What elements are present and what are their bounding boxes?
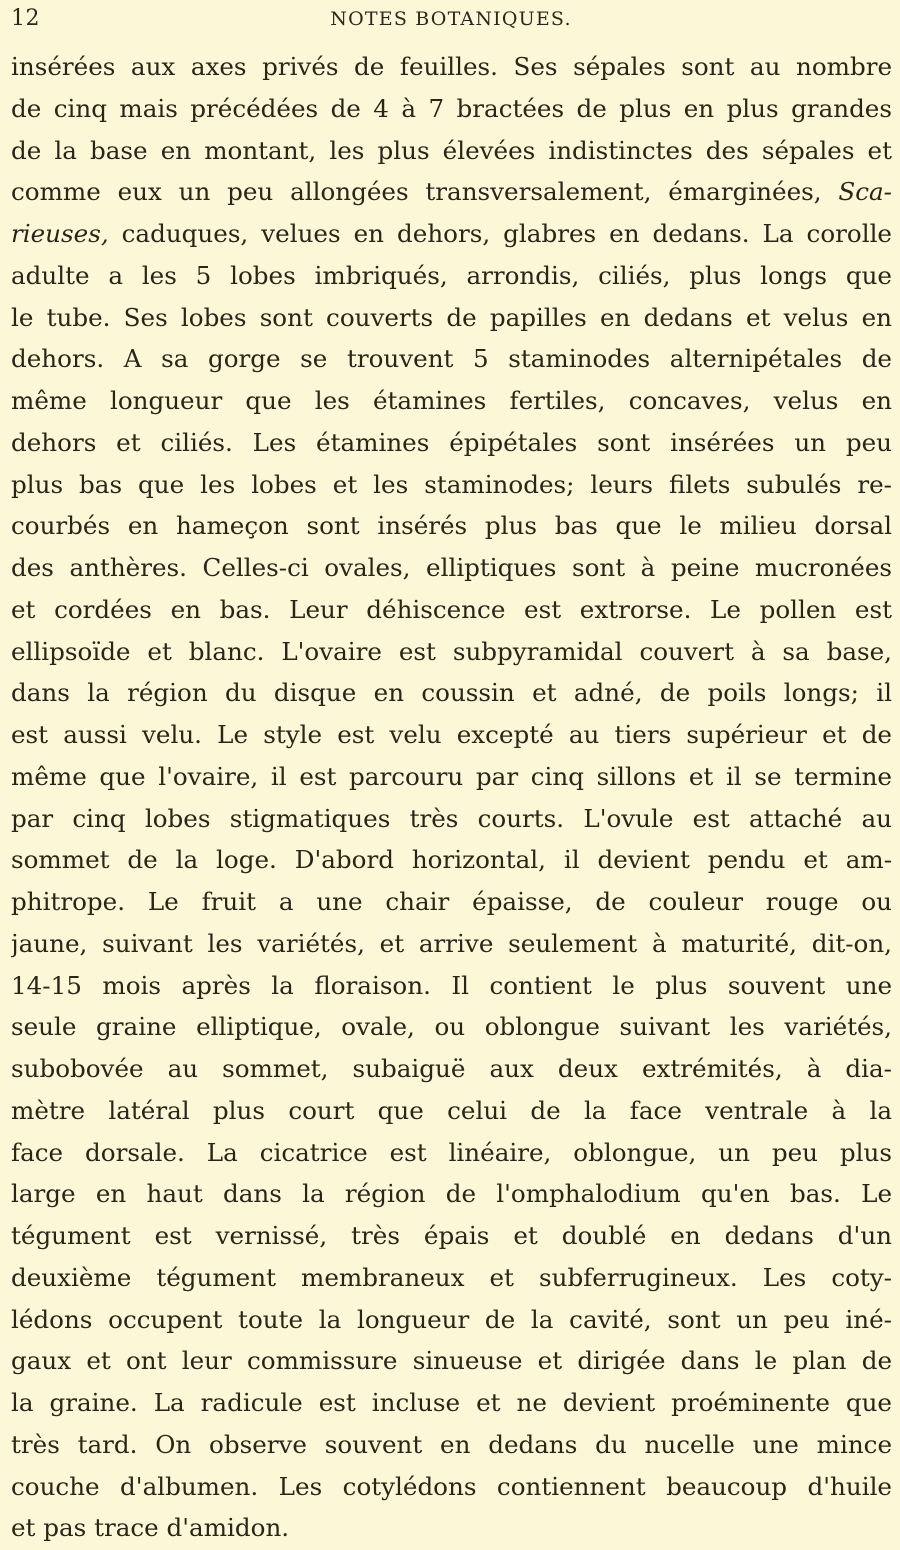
text-line: et cordées en bas. Leur déhiscence est extrorse. Le pollen est	[11, 594, 892, 624]
text-line: sommet de la loge. D'abord horizontal, il devient pendu et am-	[11, 845, 892, 875]
text-line: ellipsoïde et blanc. L'ovaire est subpyramidal couvert à sa base,	[11, 636, 892, 666]
text-line: dehors et ciliés. Les étamines épipétales sont insérées un peu	[11, 427, 892, 457]
text-line: la graine. La radicule est incluse et ne devient proéminente que	[11, 1388, 892, 1417]
text-line: et pas trace d'amidon.	[11, 1513, 290, 1543]
text-line: deuxième tégument membraneux et subferrugineux. Les coty-	[11, 1262, 892, 1292]
page-number: 12	[11, 6, 40, 31]
text-line: jaune, suivant les variétés, et arrive seulement à maturité, dit-on,	[11, 928, 892, 958]
text-line: gaux et ont leur commissure sinueuse et dirigée dans le plan de	[11, 1346, 892, 1376]
text-line: courbés en hameçon sont insérés plus bas que le milieu dorsal	[11, 511, 892, 541]
text-line: le tube. Ses lobes sont couverts de papilles en dedans et velus en	[11, 302, 892, 332]
text-line: très tard. On observe souvent en dedans du nucelle une mince	[11, 1429, 892, 1459]
running-title: NOTES BOTANIQUES.	[330, 8, 572, 30]
text-line: face dorsale. La cicatrice est linéaire, oblongue, un peu plus	[11, 1137, 892, 1167]
text-line: de cinq mais précédées de 4 à 7 bractées de plus en plus grandes	[11, 93, 892, 123]
text-line: même longueur que les étamines fertiles, concaves, velus en	[11, 386, 892, 415]
italic-term: Sca-	[838, 177, 892, 207]
text-line	[11, 213, 892, 255]
text-line	[11, 171, 892, 213]
page-header	[11, 6, 891, 38]
text-line: de la base en montant, les plus élevées indistinctes des sépales et	[11, 135, 892, 165]
text-line: adulte a les 5 lobes imbriqués, arrondis, ciliés, plus longs que	[11, 260, 892, 290]
text-line: est aussi velu. Le style est velu excepté au tiers supérieur et de	[11, 720, 892, 749]
text-line: insérées aux axes privés de feuilles. Ses sépales sont au nombre	[11, 52, 892, 81]
text-line: seule graine elliptique, ovale, ou oblongue suivant les variétés,	[11, 1012, 892, 1042]
text-line: 14-15 mois après la floraison. Il contient le plus souvent une	[11, 970, 892, 1000]
body-text	[11, 46, 892, 1549]
text-line-segment: caduques, velues en dehors, glabres en dedans. La corolle	[121, 219, 892, 248]
text-line: mètre latéral plus court que celui de la face ventrale à la	[11, 1095, 892, 1125]
text-line: lédons occupent toute la longueur de la cavité, sont un peu iné-	[11, 1304, 892, 1334]
text-line: large en haut dans la région de l'omphalodium qu'en bas. Le	[11, 1179, 892, 1209]
text-line-segment: comme eux un peu allongées transversalement, émarginées,	[11, 177, 822, 207]
text-line: même que l'ovaire, il est parcouru par cinq sillons et il se termine	[11, 761, 892, 791]
text-line: des anthères. Celles-ci ovales, elliptiques sont à peine mucronées	[11, 553, 892, 582]
text-line: dehors. A sa gorge se trouvent 5 staminodes alternipétales de	[11, 344, 892, 374]
text-line: par cinq lobes stigmatiques très courts. L'ovule est attaché au	[11, 803, 892, 833]
italic-term: rieuses,	[11, 219, 109, 248]
text-line: plus bas que les lobes et les staminodes; leurs filets subulés re-	[11, 469, 892, 499]
text-line: tégument est vernissé, très épais et doublé en dedans d'un	[11, 1221, 892, 1250]
text-line: dans la région du disque en coussin et adné, de poils longs; il	[11, 678, 892, 708]
text-line: subobovée au sommet, subaiguë aux deux extrémités, à dia-	[11, 1054, 892, 1083]
text-line: couche d'albumen. Les cotylédons contiennent beaucoup d'huile	[11, 1471, 892, 1501]
text-line: phitrope. Le fruit a une chair épaisse, de couleur rouge ou	[11, 887, 892, 916]
